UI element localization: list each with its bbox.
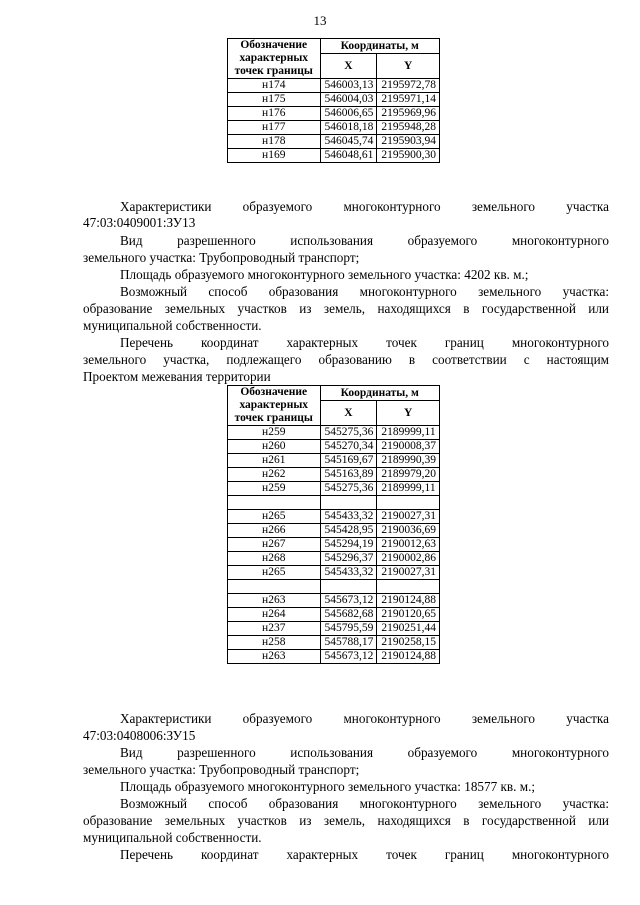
x-cell: 545275,36 [320,426,377,440]
table-row [228,482,440,496]
y-cell: 2190124,88 [377,650,440,664]
coordinates-table-2 [227,385,440,664]
y-cell: 2189979,20 [377,468,440,482]
x-cell: 545296,37 [320,552,377,566]
point-cell: н260 [228,440,321,454]
x-cell: 545682,68 [320,608,377,622]
y-cell: 2190120,65 [377,608,440,622]
table-row [228,149,440,163]
table-row [228,622,440,636]
y-header: Y [377,401,440,426]
point-cell: н259 [228,482,321,496]
x-cell [320,580,377,594]
zu15-method-line-3: муниципальной собственности. [83,830,262,845]
x-cell: 545433,32 [320,566,377,580]
point-cell: н259 [228,426,321,440]
point-cell [228,580,321,594]
zu13-method-line-3: муниципальной собственности. [83,318,262,333]
zu13-area: Площадь образуемого многоконтурного земельного участка: 4202 кв. м.; [120,267,529,282]
y-cell: 2190251,44 [377,622,440,636]
zu15-method-line-1: Возможный способ образования многоконтурного земельного участка: [120,796,609,811]
table-row [228,650,440,664]
coordinates-header: Координаты, м [320,39,440,54]
x-cell: 546004,03 [320,93,377,107]
coordinates-header: Координаты, м [320,386,440,401]
y-cell: 2195948,28 [377,121,440,135]
point-cell: н263 [228,594,321,608]
y-cell: 2195969,96 [377,107,440,121]
table-row [228,496,440,510]
point-cell: н258 [228,636,321,650]
y-cell: 2190027,31 [377,510,440,524]
zu13-method-line-1: Возможный способ образования многоконтурного земельного участка: [120,284,609,299]
table-row [228,524,440,538]
x-cell: 545433,32 [320,510,377,524]
zu13-list-line-1: Перечень координат характерных точек границ многоконтурного [120,335,609,350]
zu15-characteristics-line-2: 47:03:0408006:ЗУ15 [83,728,196,743]
x-cell: 546048,61 [320,149,377,163]
y-cell: 2195900,30 [377,149,440,163]
y-cell: 2190008,37 [377,440,440,454]
table-row [228,538,440,552]
y-cell [377,580,440,594]
page-number: 13 [313,13,327,28]
point-cell: н265 [228,510,321,524]
x-cell: 545270,34 [320,440,377,454]
designation-header: Обозначение характерных точек границы [228,386,321,426]
designation-header: Обозначение характерных точек границы [228,39,321,79]
point-cell: н175 [228,93,321,107]
zu13-characteristics-line-1: Характеристики образуемого многоконтурного земельного участка [120,199,609,214]
zu15-characteristics-line-1: Характеристики образуемого многоконтурного земельного участка [120,711,609,726]
x-cell [320,496,377,510]
point-cell: н267 [228,538,321,552]
point-cell: н176 [228,107,321,121]
x-cell: 545163,89 [320,468,377,482]
y-cell: 2190002,86 [377,552,440,566]
x-cell: 545673,12 [320,594,377,608]
x-cell: 545275,36 [320,482,377,496]
zu15-usage-line-1: Вид разрешенного использования образуемого многоконтурного [120,745,609,760]
zu13-usage-line-1: Вид разрешенного использования образуемого многоконтурного [120,233,609,248]
table-row [228,510,440,524]
table-row [228,566,440,580]
x-cell: 546045,74 [320,135,377,149]
zu15-method-line-2: образование земельных участков из земель, находящихся в государственной или [83,813,609,828]
y-cell: 2190012,63 [377,538,440,552]
zu13-list-line-3: Проектом межевания территории [83,369,271,384]
y-cell: 2189999,11 [377,426,440,440]
zu15-list-line-1: Перечень координат характерных точек границ многоконтурного [120,847,609,862]
table-row [228,454,440,468]
table-row [228,107,440,121]
x-cell: 545673,12 [320,650,377,664]
x-header: X [320,401,377,426]
x-cell: 545788,17 [320,636,377,650]
point-cell [228,496,321,510]
x-cell: 546003,13 [320,79,377,93]
y-cell: 2190258,15 [377,636,440,650]
zu13-characteristics-line-2: 47:03:0409001:ЗУ13 [83,215,196,230]
point-cell: н177 [228,121,321,135]
point-cell: н266 [228,524,321,538]
table-row [228,93,440,107]
zu13-list-line-2: земельного участка, подлежащего образованию в соответствии с настоящим [83,352,609,367]
table-row [228,79,440,93]
y-cell: 2190027,31 [377,566,440,580]
zu13-method-line-2: образование земельных участков из земель, находящихся в государственной или [83,301,609,316]
table-row [228,552,440,566]
y-cell: 2190124,88 [377,594,440,608]
zu15-usage-line-2: земельного участка: Трубопроводный транспорт; [83,762,360,777]
x-cell: 545294,19 [320,538,377,552]
table-row [228,468,440,482]
y-cell: 2189990,39 [377,454,440,468]
y-cell: 2195972,78 [377,79,440,93]
zu13-usage-line-2: земельного участка: Трубопроводный транспорт; [83,250,360,265]
point-cell: н169 [228,149,321,163]
coordinates-table-1 [227,38,440,163]
zu15-area: Площадь образуемого многоконтурного земельного участка: 18577 кв. м.; [120,779,536,794]
point-cell: н174 [228,79,321,93]
table-row [228,608,440,622]
y-cell: 2195971,14 [377,93,440,107]
point-cell: н178 [228,135,321,149]
y-header: Y [377,54,440,79]
point-cell: н264 [228,608,321,622]
x-header: X [320,54,377,79]
point-cell: н263 [228,650,321,664]
point-cell: н237 [228,622,321,636]
x-cell: 545428,95 [320,524,377,538]
point-cell: н261 [228,454,321,468]
table-row [228,636,440,650]
x-cell: 546018,18 [320,121,377,135]
table-row [228,121,440,135]
y-cell [377,496,440,510]
table-row [228,135,440,149]
table-row [228,594,440,608]
point-cell: н268 [228,552,321,566]
point-cell: н265 [228,566,321,580]
table-row [228,440,440,454]
table-row [228,426,440,440]
table-row [228,580,440,594]
x-cell: 545795,59 [320,622,377,636]
y-cell: 2195903,94 [377,135,440,149]
x-cell: 546006,65 [320,107,377,121]
y-cell: 2190036,69 [377,524,440,538]
x-cell: 545169,67 [320,454,377,468]
point-cell: н262 [228,468,321,482]
y-cell: 2189999,11 [377,482,440,496]
